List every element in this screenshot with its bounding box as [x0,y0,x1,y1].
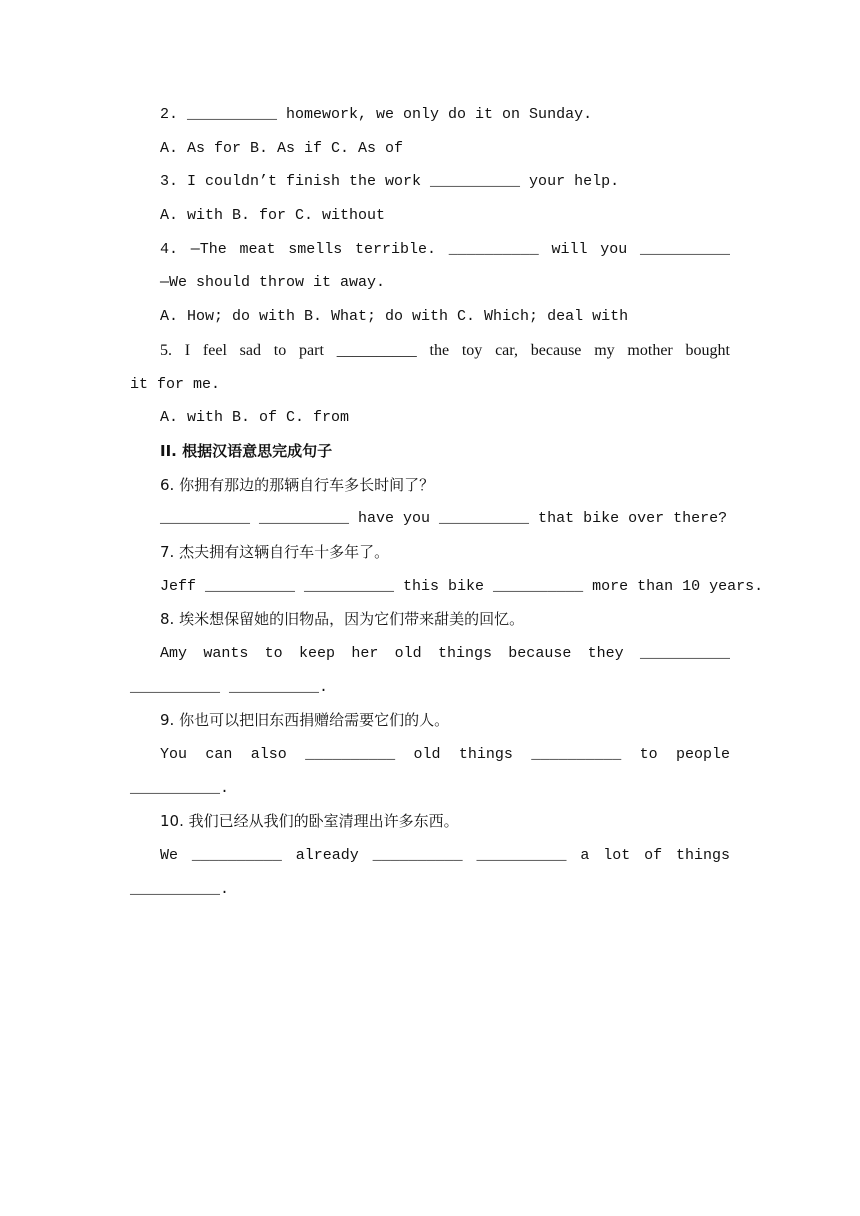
question-10-chinese: 10. 我们已经从我们的卧室清理出许多东西。 [160,812,459,831]
question-5: 5. I feel sad to part __________ the toy car, because my mother bought [160,341,730,359]
exercise-content [130,98,764,907]
question-6-chinese: 6. 你拥有那边的那辆自行车多长时间了？ [160,475,435,494]
question-5-continuation: it for me. [130,375,221,393]
question-6-english: __________ __________ have you __________ that bike over there? [160,510,728,528]
question-3: 3. I couldn’t finish the work __________ your help. [160,173,620,191]
question-2: 2. __________ homework, we only do it on Sunday. [160,106,593,123]
question-9-chinese: 9. 你也可以把旧东西捐赠给需要它们的人。 [160,711,450,730]
question-10-english: We __________ already __________ __________ a lot of things [160,847,730,865]
section-2-heading: II. 根据汉语意思完成句子 [160,441,333,460]
question-9-continuation: __________. [130,779,230,797]
question-7-chinese: 7. 杰夫拥有这辆自行车十多年了。 [160,542,390,561]
question-2-options: A. As for B. As if C. As of [160,139,404,157]
question-5-options: A. with B. of C. from [160,409,350,427]
question-3-options: A. with B. for C. without [160,207,386,225]
question-4-reply: —We should throw it away. [160,274,386,292]
question-9-english: You can also __________ old things __________ to people [160,746,730,764]
question-10-continuation: __________. [130,880,230,898]
question-7-english: Jeff __________ __________ this bike __________ more than 10 years. [160,577,764,595]
question-8-chinese: 8. 埃米想保留她的旧物品，因为它们带来甜美的回忆。 [160,610,525,629]
question-8-english: Amy wants to keep her old things because they __________ [160,645,730,662]
question-4-options: A. How; do with B. What; do with C. Which; deal with [160,308,629,326]
question-4: 4. —The meat smells terrible. __________ will you __________ [160,240,730,258]
question-8-continuation: __________ __________. [130,678,329,696]
